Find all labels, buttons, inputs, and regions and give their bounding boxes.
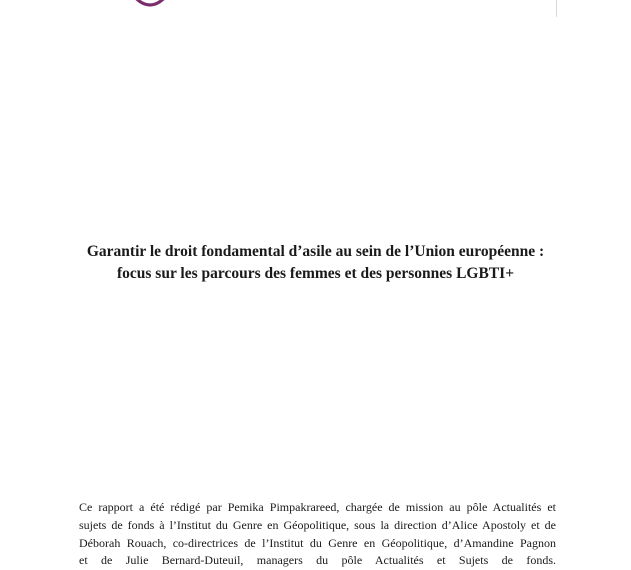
title-line-2: focus sur les parcours des femmes et des personnes LGBTI+ xyxy=(116,265,515,282)
title-line-1: Garantir le droit fondamental d’asile au sein de l’Union européenne : xyxy=(86,243,545,260)
credits-line: sujets de fonds à l’Institut du Genre en Géopolitique, sous la direction d’Alice Apostoly et de xyxy=(79,517,556,532)
credits-line: et de Julie Bernard-Duteuil, managers du pôle Actualités et Sujets de fonds. xyxy=(79,553,556,568)
credits-line: Ce rapport a été rédigé par Pemika Pimpakrareed, chargée de mission au pôle Actualités et xyxy=(79,500,556,514)
document-title xyxy=(60,241,571,285)
page-edge-divider xyxy=(556,0,557,17)
logo-arc-icon xyxy=(128,0,172,10)
credits-paragraph xyxy=(79,499,556,568)
credits-line: Déborah Rouach, co-directrices de l’Institut du Genre en Géopolitique, d’Amandine Pagnon xyxy=(79,535,556,550)
